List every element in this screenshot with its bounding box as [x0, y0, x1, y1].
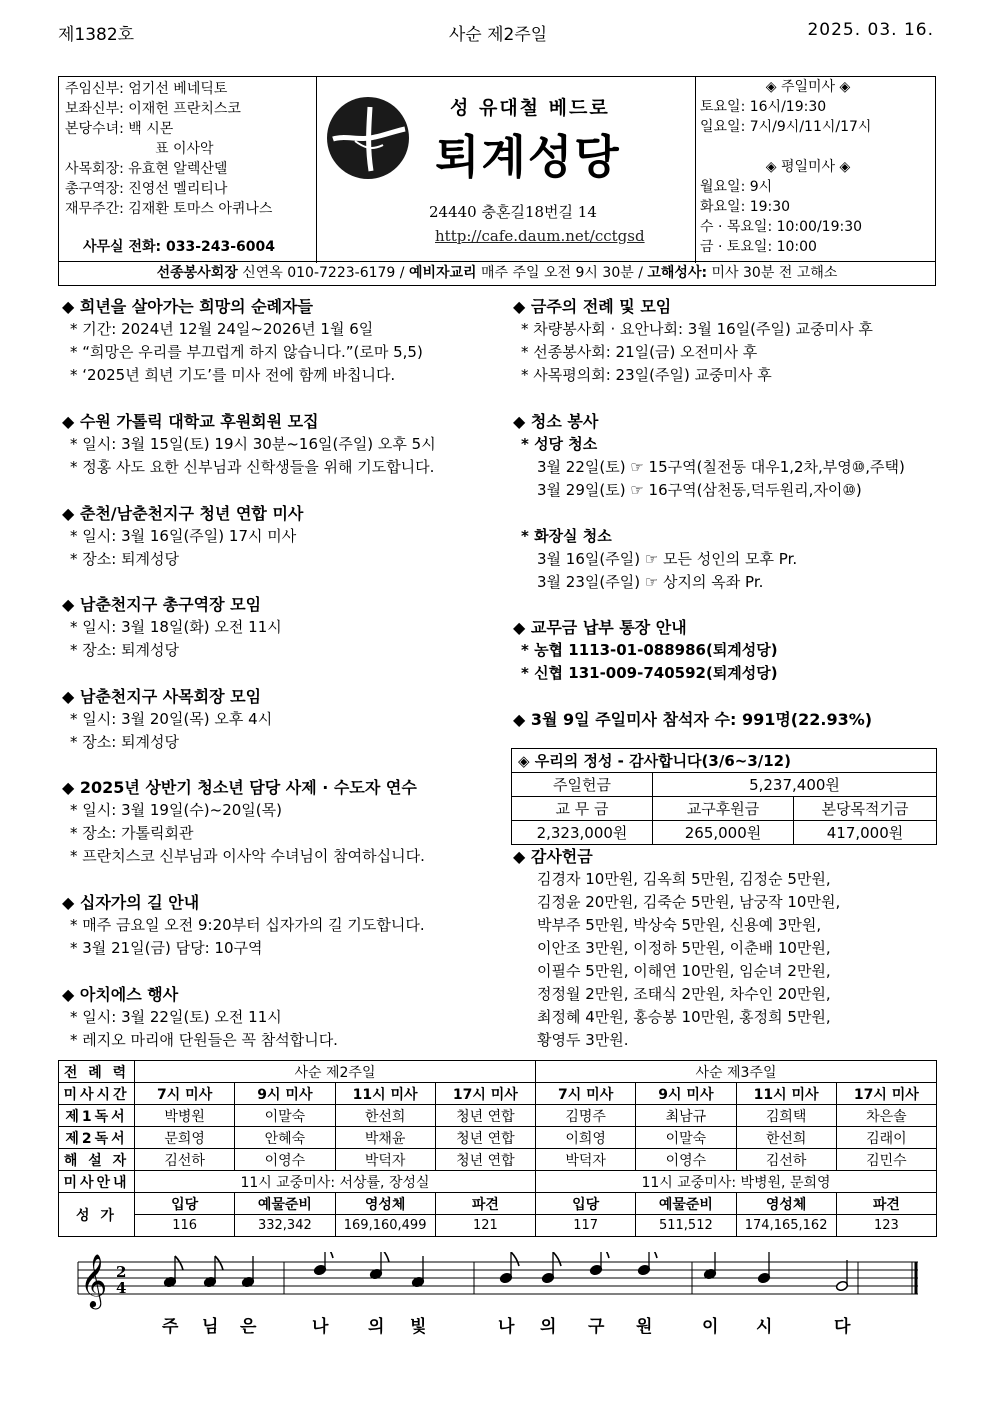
hymn-number: 116: [135, 1215, 235, 1237]
treble-clef-icon: 𝄞: [80, 1253, 108, 1307]
issue-date: 2025. 03. 16.: [807, 20, 934, 40]
parish-title-area: [317, 77, 696, 263]
commentator-cell: 박덕자: [335, 1149, 435, 1171]
offering-value: 417,000원: [794, 821, 937, 845]
notice-jubilee: ◆ 희년을 살아가는 희망의 순례자들 * 기간: 2024년 12월 24일~2026년 1월 6일 * “희망은 우리를 부끄럽게 하지 않습니다.”(로마 5,5) * ‘2025년 희년 기도’를 미사 전에 함께 바칩니다.: [62, 297, 423, 384]
commentator-cell: 이영수: [636, 1149, 736, 1171]
offering-col-header: 본당목적기금: [794, 797, 937, 821]
music-staff: [70, 1252, 922, 1352]
parish-name: 퇴계성당: [435, 130, 621, 184]
thanks-line: 김정윤 20만원, 김죽순 5만원, 남궁작 10만원,: [537, 893, 841, 911]
cross-logo-icon: [325, 95, 411, 181]
reader2-cell: 안혜숙: [235, 1127, 335, 1149]
commentator-cell: 김선하: [135, 1149, 235, 1171]
note: [703, 1252, 716, 1280]
lyric-syllable: 시: [756, 1317, 773, 1337]
hymn-head: 입당: [536, 1193, 636, 1215]
lyric-syllable: 님: [202, 1317, 219, 1337]
lyric-syllable: 의: [368, 1317, 385, 1337]
hymn-head: 입당: [135, 1193, 235, 1215]
thanks-line: 황영두 3만원.: [537, 1031, 629, 1049]
hymn-head: 예물준비: [235, 1193, 335, 1215]
commentator-cell: 이영수: [235, 1149, 335, 1171]
reader1-cell: 차은솔: [836, 1105, 936, 1127]
commentator-cell: 김민수: [836, 1149, 936, 1171]
notice-stations-of-cross: ◆ 십자가의 길 안내 * 매주 금요일 오전 9:20부터 십자가의 길 기도합니다. * 3월 21일(금) 담당: 10구역: [62, 893, 425, 957]
note: [241, 1256, 254, 1288]
mass-time: 9시 미사: [636, 1083, 736, 1105]
reader2-cell: 문희영: [135, 1127, 235, 1149]
note: [369, 1252, 389, 1280]
mass-time: 9시 미사: [235, 1083, 335, 1105]
commentator-cell: 박덕자: [536, 1149, 636, 1171]
thanks-line: 최정혜 4만원, 홍승봉 10만원, 홍정희 5만원,: [537, 1008, 831, 1026]
clergy-row: 재무주간: 김재환 토마스 아퀴나스: [65, 201, 273, 217]
hymn-number: 511,512: [636, 1215, 736, 1237]
lyric-syllable: 나: [312, 1317, 329, 1337]
hymn-head: 파견: [435, 1193, 535, 1215]
week1-header: 사순 제2주일: [135, 1061, 536, 1083]
row-label: 성 가: [59, 1193, 135, 1237]
info-bar: 선종봉사회장 신연옥 010-7223-6179 / 예비자교리 매주 주일 오전 9시 30분 / 고해성사: 미사 30분 전 고해소: [58, 262, 936, 286]
office-phone: 사무실 전화: 033-243-6004: [83, 239, 276, 255]
week2-header: 사순 제3주일: [536, 1061, 937, 1083]
guide-week1: 11시 교중미사: 서상률, 장성실: [135, 1171, 536, 1193]
masthead-box: [58, 76, 936, 262]
clergy-row: 표 이사악: [155, 141, 214, 157]
note: [499, 1252, 519, 1284]
mass-schedule-table: [58, 1060, 937, 1237]
note: [541, 1252, 561, 1284]
reader2-cell: 김래이: [836, 1127, 936, 1149]
offering-col-header: 교구후원금: [653, 797, 794, 821]
commentator-cell: 청년 연합: [435, 1149, 535, 1171]
notice-acies: ◆ 아치에스 행사 * 일시: 3월 22일(토) 오전 11시 * 레지오 마리애 단원들은 꼭 참석합니다.: [62, 985, 338, 1049]
sunday-mass-title: ◈ 주일미사 ◈: [765, 79, 851, 95]
note: [757, 1252, 770, 1284]
lyric-syllable: 의: [540, 1317, 557, 1337]
clergy-list: [59, 77, 317, 263]
notice-cleaning: ◆ 청소 봉사 * 성당 청소 3월 22일(토) ☞ 15구역(칠전동 대우1,2차,부영⑩,주택) 3월 29일(토) ☞ 16구역(삼천동,덕두원리,자이⑩) * 화장실 청소 3월 16일(주일) ☞ 모든 성인의 모후 Pr. 3월 23일(주일) ☞ 상지의 옥좌 Pr.: [513, 412, 905, 591]
note: [203, 1256, 223, 1288]
mass-time: 11시 미사: [335, 1083, 435, 1105]
note: [637, 1252, 657, 1276]
parish-address: 24440 충혼길18번길 14: [429, 203, 597, 221]
reader2-cell: 이말숙: [636, 1127, 736, 1149]
clergy-row: 총구역장: 진영선 멜리티나: [65, 181, 228, 197]
offering-value: 265,000원: [653, 821, 794, 845]
reader1-cell: 김희택: [736, 1105, 836, 1127]
parish-cafe-link[interactable]: http://cafe.daum.net/cctgsd: [435, 227, 645, 245]
mass-time: 7시 미사: [135, 1083, 235, 1105]
thanks-line: 정정월 2만원, 조태식 2만원, 차수인 20만원,: [537, 985, 831, 1003]
issue-number: 제1382호: [58, 25, 135, 45]
offering-table: [511, 748, 937, 845]
hymn-number: 117: [536, 1215, 636, 1237]
reader2-cell: 한선희: [736, 1127, 836, 1149]
reader2-cell: 청년 연합: [435, 1127, 535, 1149]
sunday-mass-line: 토요일: 16시/19:30: [700, 99, 827, 115]
weekday-mass-line: 수 · 목요일: 10:00/19:30: [700, 219, 863, 235]
thanks-offering: ◆ 감사헌금 김경자 10만원, 김옥희 5만원, 김정순 5만원, 김정윤 20만원, 김죽순 5만원, 남궁작 10만원, 박부주 5만원, 박상숙 5만원, 신용예 3만원, 이안조 3만원, 이정하 5만원, 이춘배 10만원, 이필수 5만원, 이해연 10만원, 임순녀 2만원, 정정월 2만원, 조태식 2만원, 차수인 20만원, 최정혜 4만원, 홍승봉 10만원, 홍정희 5만원, 황영두 3만원.: [513, 845, 840, 1052]
row-label: 제2독서: [59, 1127, 135, 1149]
mass-times: [696, 77, 936, 263]
offering-title: ◈ 우리의 정성 - 감사합니다(3/6~3/12): [512, 749, 937, 773]
lyric-syllable: 원: [636, 1317, 653, 1337]
weekday-mass-line: 금 · 토요일: 10:00: [700, 239, 817, 255]
staff-lines: [78, 1262, 918, 1294]
thanks-line: 이필수 5만원, 이해연 10만원, 임순녀 2만원,: [537, 962, 831, 980]
notice-seminary-support: ◆ 수원 가톨릭 대학교 후원회원 모집 * 일시: 3월 15일(토) 19시 30분~16일(주일) 오후 5시 * 정홍 사도 요한 신부님과 신학생들을 위해 기도합니다.: [62, 412, 436, 476]
note: [835, 1260, 848, 1292]
note: [589, 1252, 609, 1276]
notice-district-leaders: ◆ 남춘천지구 총구역장 모임 * 일시: 3월 18일(화) 오전 11시 * 장소: 퇴계성당: [62, 595, 282, 659]
lyrics: [162, 1316, 851, 1337]
hymn-head: 영성체: [335, 1193, 435, 1215]
parish-patron: 성 유대철 베드로: [450, 97, 610, 119]
reader1-cell: 한선희: [335, 1105, 435, 1127]
liturgical-season: 사순 제2주일: [448, 25, 548, 45]
bulletin-header: [58, 20, 938, 46]
weekday-mass-title: ◈ 평일미사 ◈: [765, 159, 851, 175]
lyric-syllable: 주: [162, 1317, 179, 1337]
hymn-head: 파견: [836, 1193, 936, 1215]
hymn-number: 169,160,499: [335, 1215, 435, 1237]
notice-youth-training: ◆ 2025년 상반기 청소년 담당 사제 · 수도자 연수 * 일시: 3월 19일(수)~20일(목) * 장소: 가톨릭회관 * 프란치스코 신부님과 이사악 수녀님이 참여하십니다.: [62, 778, 425, 865]
thanks-line: 김경자 10만원, 김옥희 5만원, 김정순 5만원,: [537, 870, 831, 888]
notice-attendance: ◆ 3월 9일 주일미사 참석자 수: 991명(22.93%): [513, 710, 873, 729]
mass-time: 17시 미사: [435, 1083, 535, 1105]
reader1-cell: 박병원: [135, 1105, 235, 1127]
row-label: 전 례 력: [59, 1061, 135, 1083]
hymn-number: 174,165,162: [736, 1215, 836, 1237]
notice-bank-accounts: ◆ 교무금 납부 통장 안내 * 농협 1113-01-088986(퇴계성당) * 신협 131-009-740592(퇴계성당): [513, 618, 778, 682]
time-signature-top: 2: [116, 1263, 127, 1281]
notice-pastoral-council: ◆ 남춘천지구 사목회장 모임 * 일시: 3월 20일(목) 오후 4시 * 장소: 퇴계성당: [62, 687, 273, 751]
offering-value: 2,323,000원: [512, 821, 653, 845]
thanks-line: 박부주 5만원, 박상숙 5만원, 신용예 3만원,: [537, 916, 822, 934]
clergy-row: 사목회장: 유효현 알렉산델: [65, 161, 228, 177]
note: [411, 1256, 424, 1288]
weekday-mass-line: 화요일: 19:30: [700, 199, 791, 215]
note: [313, 1252, 333, 1276]
sunday-offering-label: 주일헌금: [512, 773, 653, 797]
lyric-syllable: 이: [702, 1317, 719, 1337]
reader1-cell: 최남규: [636, 1105, 736, 1127]
mass-time: 17시 미사: [836, 1083, 936, 1105]
lyric-syllable: 다: [834, 1317, 851, 1337]
commentator-cell: 김선하: [736, 1149, 836, 1171]
row-label: 해 설 자: [59, 1149, 135, 1171]
guide-week2: 11시 교중미사: 박병원, 문희영: [536, 1171, 937, 1193]
mass-time: 7시 미사: [536, 1083, 636, 1105]
notice-weekly-meetings: ◆ 금주의 전례 및 모임 * 차량봉사회 · 요안나회: 3월 16일(주일) 교중미사 후 * 선종봉사회: 21일(금) 오전미사 후 * 사목평의회: 23일(주일) 교중미사 후: [513, 297, 873, 384]
row-label: 미사시간: [59, 1083, 135, 1105]
hymn-number: 123: [836, 1215, 936, 1237]
reader1-cell: 청년 연합: [435, 1105, 535, 1127]
reader2-cell: 이희영: [536, 1127, 636, 1149]
clergy-row: 보좌신부: 이재헌 프란치스코: [65, 101, 241, 117]
lyric-syllable: 구: [588, 1317, 605, 1337]
note: [163, 1256, 183, 1288]
reader2-cell: 박채윤: [335, 1127, 435, 1149]
hymn-head: 영성체: [736, 1193, 836, 1215]
reader1-cell: 김명주: [536, 1105, 636, 1127]
row-label: 미사안내: [59, 1171, 135, 1193]
lyric-syllable: 나: [498, 1317, 515, 1337]
sunday-offering-value: 5,237,400원: [653, 773, 937, 797]
notice-youth-mass: ◆ 춘천/남춘천지구 청년 연합 미사 * 일시: 3월 16일(주일) 17시 미사 * 장소: 퇴계성당: [62, 504, 304, 568]
row-label: 제1독서: [59, 1105, 135, 1127]
clergy-row: 주임신부: 엄기선 베네딕토: [65, 81, 228, 97]
hymn-number: 332,342: [235, 1215, 335, 1237]
sunday-mass-line: 일요일: 7시/9시/11시/17시: [700, 119, 872, 135]
mass-time: 11시 미사: [736, 1083, 836, 1105]
time-signature-bottom: 4: [116, 1279, 127, 1297]
clergy-row: 본당수녀: 백 시몬: [65, 121, 174, 137]
hymn-head: 예물준비: [636, 1193, 736, 1215]
hymn-number: 121: [435, 1215, 535, 1237]
lyric-syllable: 빛: [410, 1317, 427, 1337]
lyric-syllable: 은: [240, 1317, 257, 1337]
offering-col-header: 교 무 금: [512, 797, 653, 821]
thanks-line: 이안조 3만원, 이정하 5만원, 이춘배 10만원,: [537, 939, 831, 957]
weekday-mass-line: 월요일: 9시: [700, 179, 773, 195]
reader1-cell: 이말숙: [235, 1105, 335, 1127]
